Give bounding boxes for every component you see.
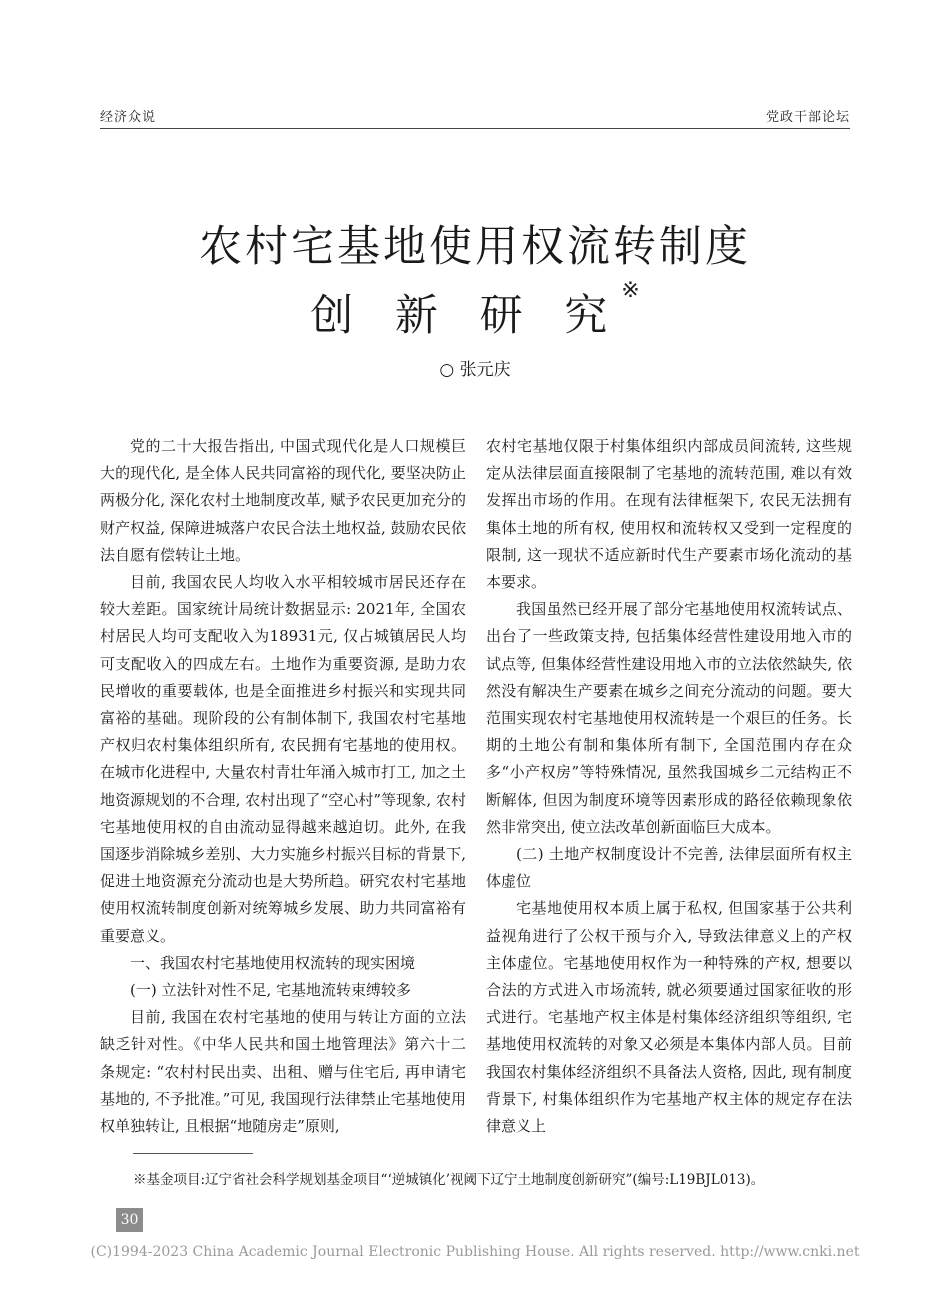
paragraph: 目前, 我国农民人均收入水平相较城市居民还存在较大差距。国家统计局统计数据显示: 2021年, 全国农村居民人均可支配收入为18931元, 仅占城镇居民人均可支配收入的四成左右。土地作为重要资源, 是助力农民增收的重要载体, 也是全面推进乡村振兴和实现共同富裕的基础。现阶段的公有制体制下, 我国农村宅基地产权归农村集体组织所有, 农民拥有宅基地的使用权。在城市化进程中, 大量农村青壮年涌入城市打工, 加之土地资源规划的不合理, 农村出现了“空心村”等现象, 农村宅基地使用权的自由流动显得越来越迫切。此外, 在我国逐步消除城乡差别、大力实施乡村振兴目标的背景下, 促进土地资源充分流动也是大势所趋。研究农村宅基地使用权流转制度创新对统筹城乡发展、助力共同富裕有重要意义。 <box>100 573 466 945</box>
title-text-2: 创 新 研 究 <box>310 291 622 341</box>
copyright-watermark: (C)1994-2023 China Academic Journal Electronic Publishing House. All rights reserved. http://www.cnki.net <box>90 1244 860 1260</box>
left-column <box>100 433 466 1140</box>
footnote-mark: ※ <box>621 278 640 303</box>
subsection-heading: (二) 土地产权制度设计不完善, 法律层面所有权主体虚位 <box>486 845 852 891</box>
running-header-journal: 党政干部论坛 <box>765 110 850 125</box>
right-column <box>486 433 852 1140</box>
article-title-line2 <box>0 278 950 343</box>
running-header-column: 经济众说 <box>100 110 157 125</box>
paragraph: 党的二十大报告指出, 中国式现代化是人口规模巨大的现代化, 是全体人民共同富裕的现代化, 要坚决防止两极分化, 深化农村土地制度改革, 赋予农民更加充分的财产权益, 保障进城落户农民合法土地权益, 鼓励农民依法自愿有偿转让土地。 <box>100 437 466 564</box>
paragraph: 我国虽然已经开展了部分宅基地使用权流转试点、出台了一些政策支持, 包括集体经营性建设用地入市的试点等, 但集体经营性建设用地入市的立法依然缺失, 依然没有解决生产要素在城乡之间充分流动的问题。要大范围实现农村宅基地使用权流转是一个艰巨的任务。长期的土地公有制和集体所有制下, 全国范围内存在众多“小产权房”等特殊情况, 虽然我国城乡二元结构正不断解体, 但因为制度环境等因素形成的路径依赖现象依然非常突出, 使立法改革创新面临巨大成本。 <box>486 600 852 836</box>
section-heading: 一、我国农村宅基地使用权流转的现实困境 <box>130 953 416 972</box>
subsection-heading: (一) 立法针对性不足, 宅基地流转束缚较多 <box>130 981 412 1000</box>
paragraph: 宅基地使用权本质上属于私权, 但国家基于公共利益视角进行了公权干预与介入, 导致法律意义上的产权主体虚位。宅基地使用权作为一种特殊的产权, 想要以合法的方式进入市场流转, 就必须要通过国家征收的形式进行。宅基地产权主体是村集体经济组织等组织, 宅基地使用权流转的对象又必须是本集体内部人员。目前我国农村集体经济组织不具备法人资格, 因此, 现有制度背景下, 村集体组织作为宅基地产权主体的规定存在法律意义上 <box>486 899 852 1136</box>
footnote: ※基金项目:辽宁省社会科学规划基金项目“‘逆城镇化’视阈下辽宁土地制度创新研究”(编号:L19BJL013)。 <box>133 1172 765 1188</box>
page-number: 30 <box>116 1208 143 1232</box>
article-title-line1 <box>0 213 950 274</box>
footnote-divider <box>133 1153 253 1154</box>
author-line: ○ 张元庆 <box>439 360 511 380</box>
paragraph: 目前, 我国在农村宅基地的使用与转让方面的立法缺乏针对性。《中华人民共和国土地管理法》第六十二条规定: “农村村民出卖、出租、赠与住宅后, 再申请宅基地的, 不予批准。”可见, 我国现行法律禁止宅基地使用权单独转让, 且根据“地随房走”原则, <box>100 1008 466 1136</box>
title-text-1: 农村宅基地使用权流转制度 <box>199 222 751 272</box>
paragraph: 农村宅基地仅限于村集体组织内部成员间流转, 这些规定从法律层面直接限制了宅基地的流转范围, 难以有效发挥出市场的作用。在现有法律框架下, 农民无法拥有集体土地的所有权, 使用权和流转权又受到一定程度的限制, 这一现状不适应新时代生产要素市场化流动的基本要求。 <box>486 437 852 592</box>
header-divider <box>100 128 850 129</box>
